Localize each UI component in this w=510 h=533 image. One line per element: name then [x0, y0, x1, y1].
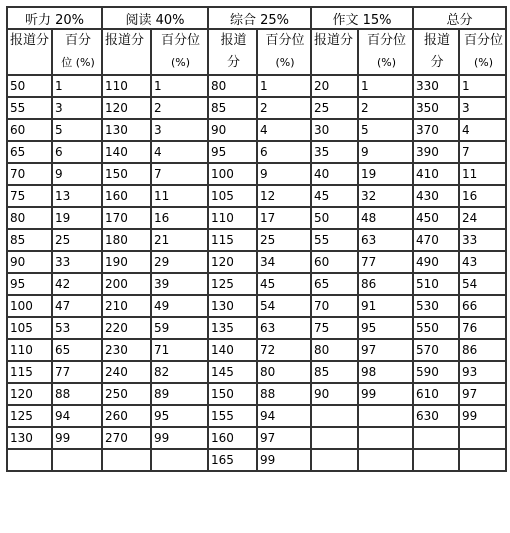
listening-percentile-cell: 99 — [52, 427, 102, 449]
listening-score-cell: 85 — [7, 229, 52, 251]
table-row — [7, 427, 506, 449]
reading-percentile-cell: 16 — [151, 207, 208, 229]
score-percentile-table — [6, 6, 507, 472]
integrated-score-cell: 165 — [208, 449, 257, 471]
integrated-percentile-cell: 1 — [257, 75, 311, 97]
listening-percentile-cell: 94 — [52, 405, 102, 427]
total-score-cell: 570 — [413, 339, 459, 361]
reading-percentile-cell — [151, 449, 208, 471]
writing-percentile-label: 百分位 — [366, 33, 406, 48]
writing-percentile-cell: 1 — [358, 75, 413, 97]
reading-percentile-cell: 4 — [151, 141, 208, 163]
writing-score-cell: 70 — [311, 295, 358, 317]
reading-percentile-label: 百分位 — [160, 33, 200, 48]
total-score-cell: 470 — [413, 229, 459, 251]
writing-percentile-cell — [358, 405, 413, 427]
reading-score-cell: 220 — [102, 317, 151, 339]
total-score-cell: 390 — [413, 141, 459, 163]
table-row — [7, 339, 506, 361]
total-score-cell: 410 — [413, 163, 459, 185]
listening-percentile-cell: 13 — [52, 185, 102, 207]
writing-percentile-cell: 2 — [358, 97, 413, 119]
total-score-label-2: 分 — [430, 55, 444, 70]
reading-score-cell: 190 — [102, 251, 151, 273]
writing-score-cell: 30 — [311, 119, 358, 141]
section-header-row — [7, 7, 506, 29]
reading-score-cell: 270 — [102, 427, 151, 449]
reading-percentile-cell: 71 — [151, 339, 208, 361]
listening-score-cell — [7, 449, 52, 471]
integrated-percentile-cell: 4 — [257, 119, 311, 141]
section-integrated-header: 综合 25% — [208, 7, 311, 29]
integrated-percentile-cell: 72 — [257, 339, 311, 361]
reading-score-cell: 110 — [102, 75, 151, 97]
integrated-score-cell: 115 — [208, 229, 257, 251]
listening-percentile-cell: 3 — [52, 97, 102, 119]
total-score-cell: 590 — [413, 361, 459, 383]
writing-percentile-cell — [358, 427, 413, 449]
writing-score-cell: 55 — [311, 229, 358, 251]
total-score-label: 报道 — [423, 33, 450, 48]
table-row — [7, 317, 506, 339]
writing-score-cell — [311, 405, 358, 427]
listening-percentile-cell: 19 — [52, 207, 102, 229]
writing-percentile-cell: 48 — [358, 207, 413, 229]
table-row — [7, 405, 506, 427]
integrated-percentile-cell: 34 — [257, 251, 311, 273]
integrated-percentile-cell: 97 — [257, 427, 311, 449]
listening-percentile-cell: 1 — [52, 75, 102, 97]
writing-score-cell: 45 — [311, 185, 358, 207]
writing-percentile-cell: 86 — [358, 273, 413, 295]
total-percentile-cell: 99 — [459, 405, 506, 427]
integrated-score-cell: 125 — [208, 273, 257, 295]
writing-percentile-cell: 9 — [358, 141, 413, 163]
listening-score-cell: 100 — [7, 295, 52, 317]
writing-percentile-cell: 77 — [358, 251, 413, 273]
listening-percentile-cell: 9 — [52, 163, 102, 185]
total-percentile-cell: 16 — [459, 185, 506, 207]
listening-percentile-cell: 33 — [52, 251, 102, 273]
writing-percentile-cell: 32 — [358, 185, 413, 207]
listening-percentile-cell: 88 — [52, 383, 102, 405]
reading-percentile-cell: 29 — [151, 251, 208, 273]
listening-percentile-cell: 47 — [52, 295, 102, 317]
table-row — [7, 251, 506, 273]
listening-score-header — [7, 29, 52, 75]
reading-score-header — [102, 29, 151, 75]
integrated-percentile-cell: 94 — [257, 405, 311, 427]
writing-score-cell: 65 — [311, 273, 358, 295]
integrated-score-cell: 145 — [208, 361, 257, 383]
integrated-percentile-cell: 63 — [257, 317, 311, 339]
writing-score-cell: 50 — [311, 207, 358, 229]
writing-percentile-header — [358, 29, 413, 75]
reading-score-cell: 160 — [102, 185, 151, 207]
reading-score-cell: 140 — [102, 141, 151, 163]
table-row — [7, 141, 506, 163]
writing-score-cell: 60 — [311, 251, 358, 273]
reading-percentile-cell: 59 — [151, 317, 208, 339]
table-row — [7, 185, 506, 207]
writing-score-cell: 75 — [311, 317, 358, 339]
table-row — [7, 75, 506, 97]
writing-score-cell: 20 — [311, 75, 358, 97]
listening-percentile-cell: 53 — [52, 317, 102, 339]
writing-score-cell: 80 — [311, 339, 358, 361]
integrated-percentile-label: 百分位 — [265, 33, 305, 48]
integrated-score-cell: 140 — [208, 339, 257, 361]
total-percentile-header — [459, 29, 506, 75]
writing-percentile-cell: 98 — [358, 361, 413, 383]
total-percentile-cell — [459, 427, 506, 449]
total-score-cell: 330 — [413, 75, 459, 97]
reading-percentile-cell: 11 — [151, 185, 208, 207]
writing-percentile-unit: (%) — [376, 56, 397, 69]
writing-score-header — [311, 29, 358, 75]
reading-score-cell: 130 — [102, 119, 151, 141]
section-listening-header: 听力 20% — [7, 7, 102, 29]
writing-percentile-cell — [358, 449, 413, 471]
integrated-percentile-cell: 17 — [257, 207, 311, 229]
reading-percentile-cell: 1 — [151, 75, 208, 97]
integrated-score-label-2: 分 — [226, 55, 240, 70]
listening-score-cell: 75 — [7, 185, 52, 207]
total-percentile-cell: 43 — [459, 251, 506, 273]
writing-percentile-cell: 5 — [358, 119, 413, 141]
integrated-percentile-cell: 12 — [257, 185, 311, 207]
total-score-cell: 370 — [413, 119, 459, 141]
writing-score-cell: 35 — [311, 141, 358, 163]
total-percentile-cell — [459, 449, 506, 471]
integrated-score-cell: 135 — [208, 317, 257, 339]
listening-percentile-cell: 25 — [52, 229, 102, 251]
integrated-score-cell: 90 — [208, 119, 257, 141]
table-row — [7, 449, 506, 471]
listening-score-cell: 80 — [7, 207, 52, 229]
listening-score-cell: 60 — [7, 119, 52, 141]
table-row — [7, 163, 506, 185]
total-score-cell: 430 — [413, 185, 459, 207]
table-row — [7, 119, 506, 141]
integrated-percentile-unit: (%) — [275, 56, 295, 69]
table-row — [7, 273, 506, 295]
integrated-score-cell: 120 — [208, 251, 257, 273]
writing-score-cell: 90 — [311, 383, 358, 405]
reading-score-cell: 170 — [102, 207, 151, 229]
total-score-cell: 350 — [413, 97, 459, 119]
total-percentile-cell: 97 — [459, 383, 506, 405]
reading-percentile-cell: 49 — [151, 295, 208, 317]
integrated-score-cell: 105 — [208, 185, 257, 207]
reading-percentile-cell: 82 — [151, 361, 208, 383]
table-row — [7, 361, 506, 383]
table-row — [7, 295, 506, 317]
listening-percentile-cell: 77 — [52, 361, 102, 383]
integrated-percentile-cell: 45 — [257, 273, 311, 295]
integrated-score-cell: 80 — [208, 75, 257, 97]
reading-percentile-cell: 99 — [151, 427, 208, 449]
listening-percentile-cell: 42 — [52, 273, 102, 295]
writing-percentile-cell: 91 — [358, 295, 413, 317]
writing-percentile-cell: 95 — [358, 317, 413, 339]
integrated-score-cell: 155 — [208, 405, 257, 427]
total-percentile-cell: 33 — [459, 229, 506, 251]
reading-percentile-header — [151, 29, 208, 75]
total-score-cell — [413, 427, 459, 449]
section-writing-header: 作文 15% — [311, 7, 413, 29]
total-percentile-cell: 3 — [459, 97, 506, 119]
total-percentile-label: 百分位 — [464, 33, 504, 48]
total-score-cell — [413, 449, 459, 471]
reading-percentile-cell: 95 — [151, 405, 208, 427]
integrated-percentile-cell: 6 — [257, 141, 311, 163]
writing-score-cell: 40 — [311, 163, 358, 185]
integrated-percentile-cell: 2 — [257, 97, 311, 119]
reading-score-cell: 260 — [102, 405, 151, 427]
total-percentile-cell: 7 — [459, 141, 506, 163]
table-row — [7, 97, 506, 119]
total-score-cell: 510 — [413, 273, 459, 295]
writing-percentile-cell: 19 — [358, 163, 413, 185]
integrated-percentile-cell: 9 — [257, 163, 311, 185]
total-score-cell: 630 — [413, 405, 459, 427]
integrated-score-cell: 150 — [208, 383, 257, 405]
listening-score-cell: 115 — [7, 361, 52, 383]
reading-percentile-cell: 21 — [151, 229, 208, 251]
total-percentile-cell: 76 — [459, 317, 506, 339]
section-total-header: 总分 — [413, 7, 506, 29]
listening-score-cell: 50 — [7, 75, 52, 97]
listening-percentile-cell: 65 — [52, 339, 102, 361]
integrated-score-cell: 160 — [208, 427, 257, 449]
listening-percentile-header — [52, 29, 102, 75]
writing-score-cell: 25 — [311, 97, 358, 119]
table-row — [7, 383, 506, 405]
total-score-cell: 450 — [413, 207, 459, 229]
total-percentile-cell: 86 — [459, 339, 506, 361]
reading-percentile-cell: 3 — [151, 119, 208, 141]
reading-score-cell: 210 — [102, 295, 151, 317]
integrated-percentile-cell: 80 — [257, 361, 311, 383]
reading-score-cell: 240 — [102, 361, 151, 383]
total-percentile-cell: 24 — [459, 207, 506, 229]
integrated-percentile-cell: 25 — [257, 229, 311, 251]
reading-score-cell: 250 — [102, 383, 151, 405]
listening-score-cell: 125 — [7, 405, 52, 427]
listening-score-cell: 90 — [7, 251, 52, 273]
listening-score-label: 报道分 — [10, 33, 50, 48]
score-table-body — [7, 75, 506, 471]
integrated-percentile-header — [257, 29, 311, 75]
reading-score-cell: 200 — [102, 273, 151, 295]
total-score-cell: 490 — [413, 251, 459, 273]
listening-percentile-cell — [52, 449, 102, 471]
integrated-percentile-cell: 88 — [257, 383, 311, 405]
reading-score-cell: 180 — [102, 229, 151, 251]
reading-score-cell: 120 — [102, 97, 151, 119]
total-percentile-cell: 54 — [459, 273, 506, 295]
total-percentile-unit: (%) — [473, 56, 494, 69]
section-reading-header: 阅读 40% — [102, 7, 208, 29]
total-percentile-cell: 1 — [459, 75, 506, 97]
listening-percentile-cell: 5 — [52, 119, 102, 141]
listening-percentile-label: 百分 — [64, 33, 91, 48]
column-header-row — [7, 29, 506, 75]
listening-score-cell: 95 — [7, 273, 52, 295]
listening-percentile-unit: 位 (%) — [61, 56, 95, 69]
integrated-score-cell: 110 — [208, 207, 257, 229]
reading-percentile-cell: 2 — [151, 97, 208, 119]
integrated-percentile-cell: 54 — [257, 295, 311, 317]
reading-percentile-cell: 89 — [151, 383, 208, 405]
listening-percentile-cell: 6 — [52, 141, 102, 163]
reading-percentile-cell: 39 — [151, 273, 208, 295]
listening-score-cell: 65 — [7, 141, 52, 163]
reading-percentile-unit: (%) — [170, 56, 191, 69]
integrated-score-cell: 95 — [208, 141, 257, 163]
integrated-score-label: 报道 — [220, 33, 247, 48]
total-percentile-cell: 93 — [459, 361, 506, 383]
integrated-score-cell: 85 — [208, 97, 257, 119]
listening-score-cell: 130 — [7, 427, 52, 449]
integrated-percentile-cell: 99 — [257, 449, 311, 471]
table-row — [7, 207, 506, 229]
writing-percentile-cell: 99 — [358, 383, 413, 405]
total-score-header — [413, 29, 459, 75]
total-score-cell: 610 — [413, 383, 459, 405]
total-score-cell: 530 — [413, 295, 459, 317]
listening-score-cell: 105 — [7, 317, 52, 339]
table-row — [7, 229, 506, 251]
writing-percentile-cell: 97 — [358, 339, 413, 361]
listening-score-cell: 110 — [7, 339, 52, 361]
reading-percentile-cell: 7 — [151, 163, 208, 185]
listening-score-cell: 55 — [7, 97, 52, 119]
listening-score-cell: 120 — [7, 383, 52, 405]
integrated-score-cell: 100 — [208, 163, 257, 185]
integrated-score-cell: 130 — [208, 295, 257, 317]
total-percentile-cell: 4 — [459, 119, 506, 141]
writing-score-cell — [311, 427, 358, 449]
listening-score-cell: 70 — [7, 163, 52, 185]
writing-score-cell: 85 — [311, 361, 358, 383]
reading-score-cell: 230 — [102, 339, 151, 361]
writing-percentile-cell: 63 — [358, 229, 413, 251]
total-score-cell: 550 — [413, 317, 459, 339]
integrated-score-header — [208, 29, 257, 75]
writing-score-cell — [311, 449, 358, 471]
writing-score-label: 报道分 — [314, 33, 354, 48]
reading-score-cell — [102, 449, 151, 471]
total-percentile-cell: 11 — [459, 163, 506, 185]
total-percentile-cell: 66 — [459, 295, 506, 317]
reading-score-label: 报道分 — [105, 33, 145, 48]
reading-score-cell: 150 — [102, 163, 151, 185]
